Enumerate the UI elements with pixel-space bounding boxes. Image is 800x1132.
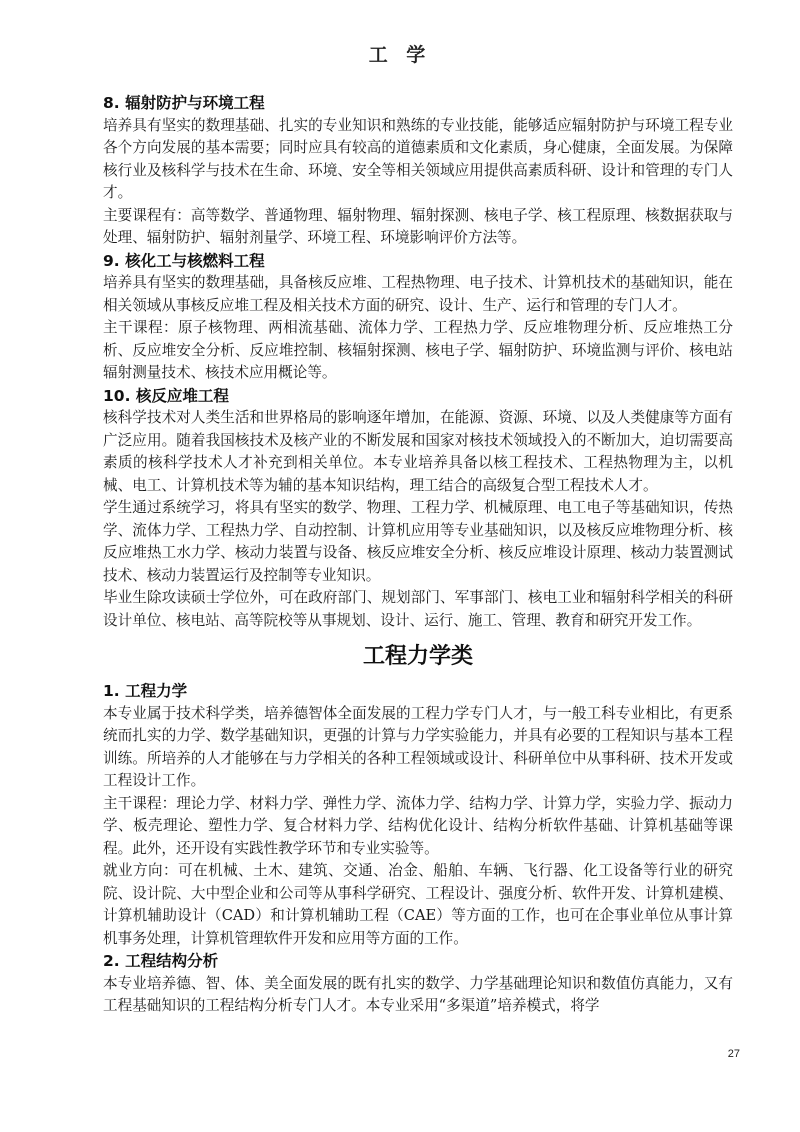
heading-radiation-protection: 8. 辐射防护与环境工程 [103,94,265,112]
paragraph: 培养具有坚实的数理基础，具备核反应堆、工程热物理、电子技术、计算机技术的基础知识，能在相关领域从事核反应堆工程及相关技术方面的研究、设计、生产、运行和管理的专门人才。 [103,274,733,314]
paragraph: 主要课程有：高等数学、普通物理、辐射物理、辐射探测、核电子学、核工程原理、核数据获取与处理、辐射防护、辐射剂量学、环境工程、环境影响评价方法等。 [103,206,733,246]
page-number: 27 [727,1048,740,1060]
heading-nuclear-reactor: 10. 核反应堆工程 [103,386,229,405]
paragraph: 毕业生除攻读硕士学位外，可在政府部门、规划部门、军事部门、核电工业和辐射科学相关的科研设计单位、核电站、高等院校等从事规划、设计、运行、施工、管理、教育和研究开发工作。 [103,589,733,629]
paragraph: 本专业培养德、智、体、美全面发展的既有扎实的数学、力学基础理论知识和数值仿真能力，又有工程基础知识的工程结构分析专门人才。本专业采用“多渠道”培养模式，将学 [103,974,733,1014]
paragraph: 就业方向：可在机械、土木、建筑、交通、冶金、船舶、车辆、飞行器、化工设备等行业的研究院、设计院、大中型企业和公司等从事科学研究、工程设计、强度分析、软件开发、计算机建模、计算机辅助设计（CAD）和计算机辅助工程（CAE）等方面的工作，也可在企事业单位从事计算机事务处理，计算机管理软件开发和应用等方面的工作。 [103,862,733,947]
paragraph: 学生通过系统学习，将具有坚实的数学、物理、工程力学、机械原理、电工电子等基础知识，传热学、流体力学、工程热力学、自动控制、计算机应用等专业基础知识，以及核反应堆物理分析、核反应堆热工水力学、核动力装置与设备、核反应堆安全分析、核反应堆设计原理、核动力装置测试技术、核动力装置运行及控制等专业知识。 [103,499,733,584]
paragraph: 培养具有坚实的数理基础、扎实的专业知识和熟练的专业技能，能够适应辐射防护与环境工程专业各个方向发展的基本需要；同时应具有较高的道德素质和文化素质，身心健康，全面发展。为保障核行业及核科学与技术在生命、环境、安全等相关领域应用提供高素质科研、设计和管理的专门人才。 [103,116,733,201]
page-header: 工 学 [368,44,432,66]
heading-engineering-mechanics: 1. 工程力学 [103,682,188,700]
heading-structural-analysis: 2. 工程结构分析 [103,952,219,970]
paragraph: 核科学技术对人类生活和世界格局的影响逐年增加，在能源、资源、环境、以及人类健康等方面有广泛应用。随着我国核技术及核产业的不断发展和国家对核技术领域投入的不断加大，迫切需要高素质的核科学技术人才补充到相关单位。本专业培养具备以核工程技术、工程热物理为主，以机械、电工、计算机技术等为辅的基本知识结构，理工结合的高级复合型工程技术人才。 [103,409,733,494]
paragraph: 主干课程：原子核物理、两相流基础、流体力学、工程热力学、反应堆物理分析、反应堆热工分析、反应堆安全分析、反应堆控制、核辐射探测、核电子学、辐射防护、环境监测与评价、核电站辐射测量技术、核技术应用概论等。 [103,319,733,381]
paragraph: 主干课程：理论力学、材料力学、弹性力学、流体力学、结构力学、计算力学，实验力学、振动力学、板壳理论、塑性力学、复合材料力学、结构优化设计、结构分析软件基础、计算机基础等课程。此外，还开设有实践性教学环节和专业实验等。 [103,794,733,857]
document-body [103,92,733,1018]
heading-nuclear-chemical: 9. 核化工与核燃料工程 [103,251,265,270]
paragraph: 本专业属于技术科学类，培养德智体全面发展的工程力学专门人才，与一般工科专业相比，有更系统而扎实的力学、数学基础知识，更强的计算与力学实验能力，并具有必要的工程知识与基本工程训练。所培养的人才能够在与力学相关的各种工程领域或设计、科研单位中从事科研、技术开发或工程设计工作。 [103,704,733,789]
section-title: 工程力学类 [362,644,473,669]
